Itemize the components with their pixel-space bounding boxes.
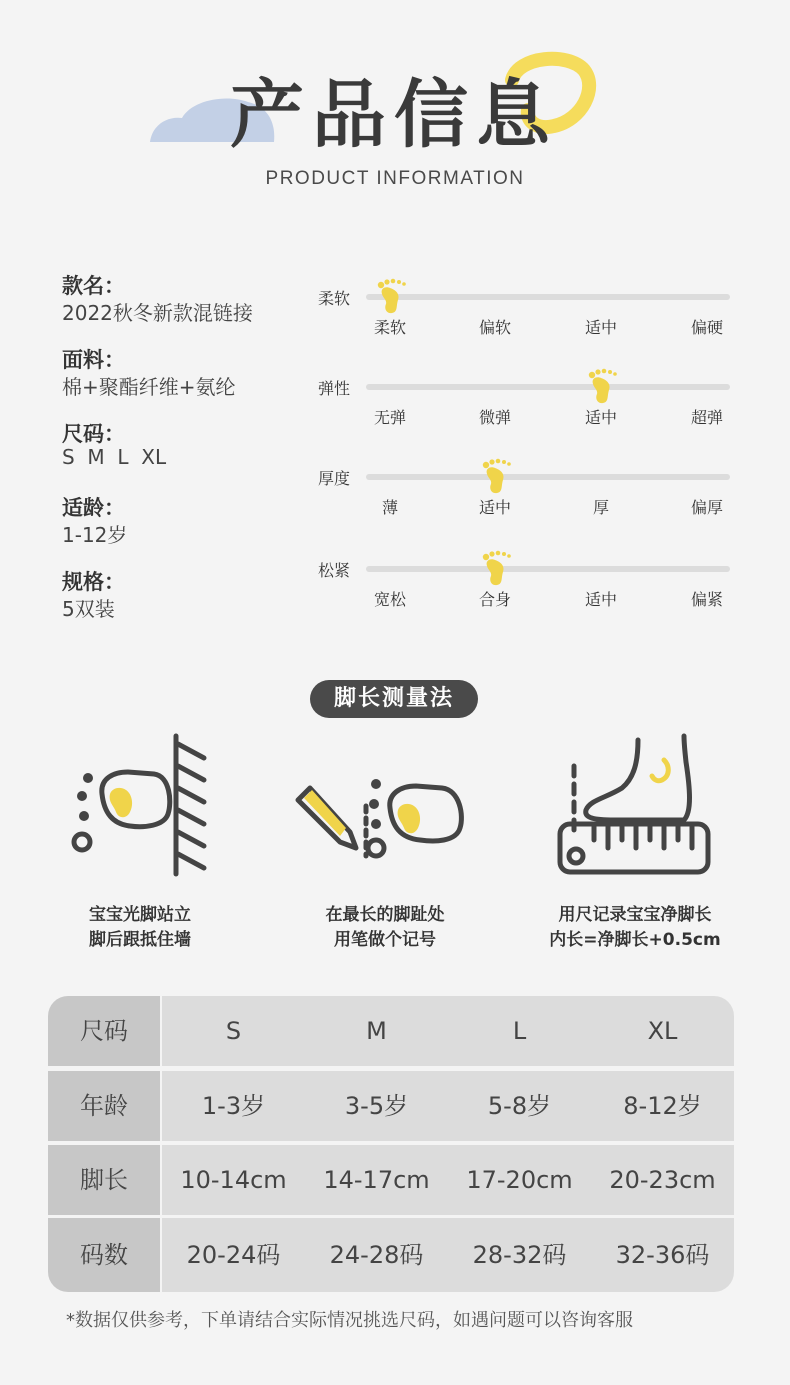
info-value-size: S M L XL [62, 445, 167, 469]
step-3-line-2: 内长=净脚长+0.5cm [549, 930, 721, 950]
step-1-line-1: 宝宝光脚站立 [89, 905, 191, 925]
slider-tick-label: 偏厚 [690, 498, 723, 517]
info-value-age: 1-12岁 [62, 523, 128, 547]
footprint-marker-icon [477, 548, 517, 588]
table-row [48, 1145, 734, 1215]
slider-tick-label: 微弹 [478, 408, 511, 427]
slider-tick-label: 合身 [478, 590, 511, 609]
table-row [48, 996, 734, 1066]
page-subtitle: PRODUCT INFORMATION [265, 168, 525, 189]
info-value-spec: 5双装 [62, 597, 115, 621]
table-cell: 14-17cm [323, 1166, 430, 1194]
row-data [162, 1145, 734, 1215]
slider-name-tightness: 松紧 [318, 561, 351, 580]
info-label-fabric: 面料： [62, 348, 125, 372]
foot-against-wall-icon [66, 732, 210, 878]
slider-tick-label: 柔软 [373, 318, 406, 337]
slider-track-softness [366, 294, 730, 300]
slider-tick-label: 适中 [478, 498, 511, 517]
table-cell: 17-20cm [466, 1166, 573, 1194]
row-data [162, 996, 734, 1066]
step-1-line-2: 脚后跟抵住墙 [89, 930, 191, 950]
info-value-style-name: 2022秋冬新款混链接 [62, 301, 253, 325]
footprint-marker-icon [583, 366, 623, 406]
pen-mark-toe-icon [294, 770, 470, 862]
slider-tick-label: 厚 [592, 498, 609, 517]
slider-tick-label: 偏紧 [690, 590, 723, 609]
info-label-spec: 规格： [62, 570, 125, 594]
row-header: 码数 [48, 1218, 160, 1292]
table-cell: 5-8岁 [487, 1092, 552, 1120]
info-label-size: 尺码： [62, 422, 125, 446]
row-header: 年龄 [48, 1071, 160, 1141]
row-header: 尺码 [48, 996, 160, 1066]
slider-tick-label: 宽松 [373, 590, 406, 609]
footprint-marker-icon [477, 456, 517, 496]
slider-track-elasticity [366, 384, 730, 390]
table-cell: 10-14cm [180, 1166, 287, 1194]
table-cell: XL [647, 1017, 678, 1045]
slider-tick-label: 偏软 [478, 318, 511, 337]
table-cell: 8-12岁 [623, 1092, 702, 1120]
table-row [48, 1218, 734, 1292]
info-value-fabric: 棉+聚酯纤维+氨纶 [62, 375, 236, 399]
foot-on-ruler-icon [554, 732, 714, 878]
table-cell: 32-36码 [615, 1241, 710, 1269]
table-cell: 24-28码 [329, 1241, 424, 1269]
slider-name-elasticity: 弹性 [318, 379, 351, 398]
slider-name-thickness: 厚度 [318, 469, 351, 488]
slider-tick-label: 适中 [584, 318, 617, 337]
slider-track-thickness [366, 474, 730, 480]
slider-tick-label: 适中 [584, 408, 617, 427]
table-cell: L [512, 1017, 527, 1045]
step-3-line-1: 用尺记录宝宝净脚长 [558, 905, 712, 925]
table-cell: M [366, 1017, 387, 1045]
footprint-marker-icon [372, 276, 412, 316]
slider-track-tightness [366, 566, 730, 572]
slider-name-softness: 柔软 [318, 289, 351, 308]
measure-step-2-text [280, 903, 490, 953]
table-cell: S [225, 1017, 242, 1045]
table-row [48, 1071, 734, 1141]
step-2-line-2: 用笔做个记号 [334, 930, 436, 950]
step-2-line-1: 在最长的脚趾处 [325, 905, 445, 925]
measure-step-3-text [520, 903, 750, 953]
row-data [162, 1071, 734, 1141]
table-cell: 20-23cm [609, 1166, 716, 1194]
table-cell: 28-32码 [472, 1241, 567, 1269]
table-cell: 20-24码 [186, 1241, 281, 1269]
row-data [162, 1218, 734, 1292]
measure-method-title: 脚长测量法 [310, 680, 478, 718]
table-cell: 3-5岁 [344, 1092, 409, 1120]
info-label-age: 适龄： [62, 496, 125, 520]
footnote: *数据仅供参考，下单请结合实际情况挑选尺码，如遇问题可以咨询客服 [66, 1310, 633, 1331]
table-cell: 1-3岁 [201, 1092, 266, 1120]
slider-tick-label: 偏硬 [690, 318, 723, 337]
info-label-style-name: 款名： [62, 274, 125, 298]
page-title: 产品信息 [230, 72, 558, 158]
row-header: 脚长 [48, 1145, 160, 1215]
slider-tick-label: 无弹 [373, 408, 406, 427]
slider-tick-label: 薄 [381, 498, 398, 517]
measure-step-1-text [40, 903, 240, 953]
slider-tick-label: 超弹 [690, 408, 723, 427]
slider-tick-label: 适中 [584, 590, 617, 609]
size-table [48, 996, 734, 1292]
